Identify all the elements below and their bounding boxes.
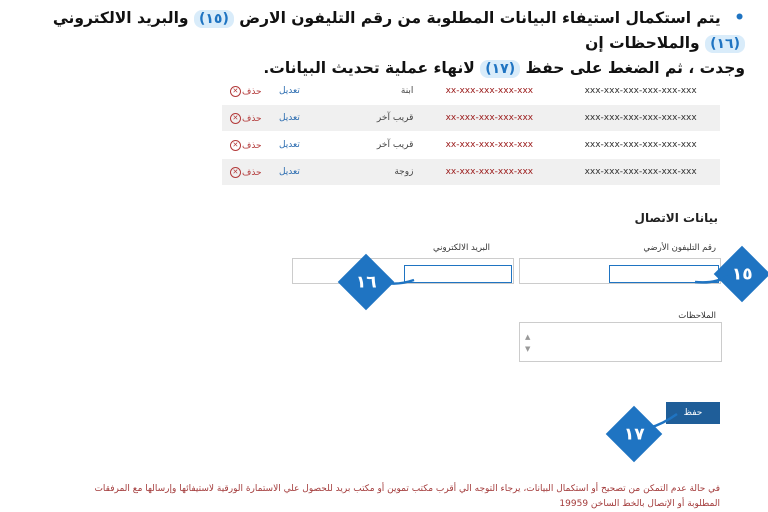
id-cell: xxx-xxx-xxx-xxx-xxx-xxx (584, 112, 697, 123)
instruction-line2-a: وجدت ، ثم الضغط على حفظ (525, 59, 745, 77)
delete-icon: ✕ (230, 167, 241, 178)
delete-icon: ✕ (230, 86, 241, 97)
delete-icon: ✕ (230, 140, 241, 151)
relation-cell: قريب آخر (376, 112, 414, 123)
instruction-num-17: (١٧) (480, 60, 520, 78)
id-cell: xxx-xxx-xxx-xxx-xxx-xxx (584, 166, 697, 177)
phone-cell: xx-xxx-xxx-xxx-xxx (445, 166, 534, 177)
instruction-num-16: (١٦) (705, 35, 745, 53)
delete-icon: ✕ (230, 113, 241, 124)
relation-cell: قريب آخر (376, 139, 414, 150)
instruction-line2-b: لانهاء عملية تحديث البيانات. (263, 59, 475, 77)
scroll-up-icon[interactable]: ▲ (525, 333, 531, 341)
email-label: البريد الالكتروني (433, 243, 491, 253)
instruction-line1-c: والملاحظات إن (585, 34, 700, 52)
footer-note: في حالة عدم التمكن من تصحيح أو استكمال البيانات، يرجاء التوجه الي أقرب مكتب تموين أو مكتب بريد للحصول علي الاستمارة الورقية لاستيفائها وإرسالها مع المرفقات المطلوبة أو الإتصال بالخط الساخن 19959 (94, 484, 720, 509)
delete-link[interactable] (222, 113, 270, 124)
phone-cell: xx-xxx-xxx-xxx-xxx (445, 112, 534, 123)
callout-pointer-15 (690, 262, 730, 292)
callout-pointer-17 (645, 410, 685, 440)
notes-label: الملاحظات (678, 311, 716, 321)
callout-badge-17-label: ١٧ (623, 423, 645, 444)
id-cell: xxx-xxx-xxx-xxx-xxx-xxx (584, 139, 697, 150)
edit-link[interactable]: تعديل (278, 166, 300, 177)
phone-cell: xx-xxx-xxx-xxx-xxx (445, 85, 534, 96)
save-button[interactable]: حفظ (666, 402, 720, 424)
callout-pointer-16 (378, 270, 418, 294)
email-input[interactable] (404, 265, 512, 283)
callout-badge-16-label: ١٦ (355, 271, 377, 292)
instruction-line1-b: والبريد الالكتروني (52, 9, 189, 27)
edit-link[interactable]: تعديل (278, 85, 300, 96)
delete-label: حذف (241, 167, 262, 178)
relation-cell: زوجة (394, 166, 414, 177)
instruction-text (20, 6, 745, 81)
notes-textarea[interactable] (519, 322, 722, 362)
table-row (222, 159, 720, 185)
relation-cell: ابنة (400, 85, 414, 96)
edit-link[interactable]: تعديل (278, 139, 300, 150)
edit-link[interactable]: تعديل (278, 112, 300, 123)
callout-badge-15-label: ١٥ (731, 263, 753, 284)
delete-label: حذف (241, 86, 262, 97)
instruction-line1-a: يتم استكمال استيفاء البيانات المطلوبة من رقم التليفون الارض (239, 9, 721, 27)
id-cell: xxx-xxx-xxx-xxx-xxx-xxx (584, 85, 697, 96)
delete-link[interactable] (222, 167, 270, 178)
family-table (222, 78, 720, 186)
bullet-icon: • (734, 8, 745, 28)
instruction-num-15: (١٥) (194, 10, 234, 28)
table-row (222, 132, 720, 158)
delete-label: حذف (241, 140, 262, 151)
phone-cell: xx-xxx-xxx-xxx-xxx (445, 139, 534, 150)
landline-label: رقم التليفون الأرضي (643, 243, 716, 253)
delete-link[interactable] (222, 86, 270, 97)
contact-section-title: بيانات الاتصال (634, 211, 718, 225)
delete-link[interactable] (222, 140, 270, 151)
table-row (222, 78, 720, 104)
table-row (222, 105, 720, 131)
scroll-down-icon[interactable]: ▼ (525, 345, 531, 353)
delete-label: حذف (241, 113, 262, 124)
